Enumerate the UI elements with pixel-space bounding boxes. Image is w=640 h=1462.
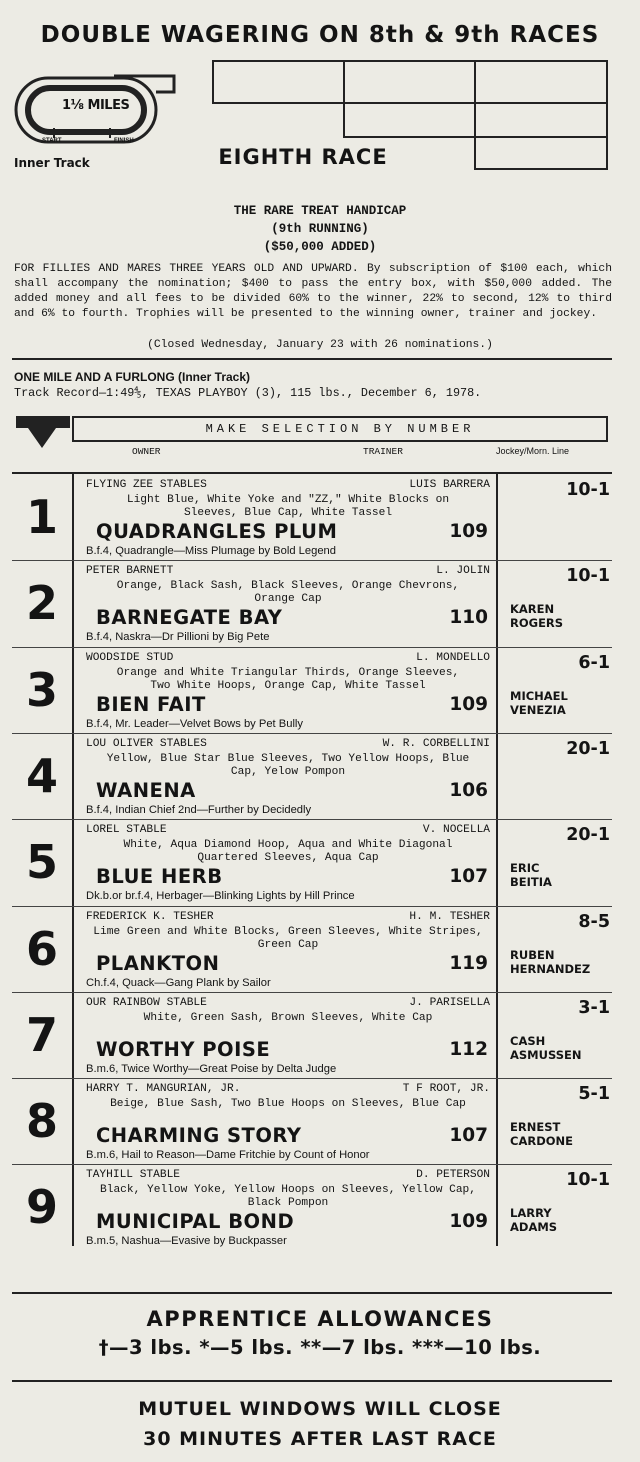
program-number: 7 (25, 1007, 58, 1062)
jockey-name: ADAMS (510, 1220, 558, 1235)
horse-weight: 109 (449, 521, 488, 542)
silks-line: Quartered Sleeves, Aqua Cap (197, 852, 379, 865)
owner-trainer-line (86, 479, 490, 491)
trainer-name: L. MONDELLO (416, 651, 490, 664)
jockey-name: LARRY (510, 1206, 552, 1221)
jockey-name: ROGERS (510, 616, 564, 631)
owner-name: WOODSIDE STUD (86, 651, 174, 664)
track-start-label: START (42, 138, 62, 144)
divider (12, 358, 612, 360)
divider (496, 733, 612, 734)
silks-line: Lime Green and White Blocks, Green Sleeves, White Stripes, (93, 925, 483, 938)
divider (12, 560, 72, 561)
owner-trainer-line (86, 997, 490, 1009)
jockey-name: ERNEST (510, 1120, 561, 1135)
pedigree: B.f.4, Quadrangle—Miss Plumage by Bold Legend (86, 545, 336, 557)
page-title: DOUBLE WAGERING ON 8th & 9th RACES (40, 22, 600, 48)
program-number: 3 (25, 662, 58, 717)
divider (72, 474, 74, 1246)
morning-line-odds: 8-5 (578, 911, 610, 932)
silks-line: Two White Hoops, Orange Cap, White Tassel (150, 679, 426, 692)
program-number: 4 (25, 748, 58, 803)
trainer-name: L. JOLIN (436, 565, 490, 578)
col-owner: OWNER (132, 446, 161, 457)
owner-name: FLYING ZEE STABLES (86, 479, 207, 491)
horse-weight: 107 (449, 1125, 488, 1147)
divider (12, 1164, 72, 1165)
divider (12, 819, 72, 820)
divider (12, 1078, 72, 1079)
morning-line-odds: 10-1 (566, 480, 610, 500)
morning-line-odds: 20-1 (566, 825, 610, 846)
horse-name: WANENA (96, 778, 196, 802)
track-distance: 1⅛ MILES (62, 98, 130, 113)
program-number: 6 (25, 921, 58, 976)
divider (496, 474, 498, 1246)
pedigree: B.m.5, Nashua—Evasive by Buckpasser (86, 1235, 287, 1248)
pedigree: B.f.4, Indian Chief 2nd—Further by Decidedly (86, 803, 312, 816)
divider (12, 472, 612, 474)
trainer-name: V. NOCELLA (422, 824, 490, 837)
owner-trainer-line (86, 652, 490, 664)
track-record: Track Record—1:49⅘, TEXAS PLAYBOY (3), 115 lbs., December 6, 1978. (14, 386, 482, 400)
horse-name: BARNEGATE BAY (96, 606, 283, 630)
divider (12, 647, 72, 648)
divider (72, 906, 496, 907)
jockey-name: RUBEN (510, 947, 555, 962)
horse-weight: 109 (449, 693, 488, 715)
track-oval-icon (14, 72, 179, 152)
horse-name: WORTHY POISE (96, 1037, 271, 1061)
silks-line: White, Aqua Diamond Hoop, Aqua and White Diagonal (123, 839, 453, 852)
owner-trainer-line (86, 1169, 490, 1181)
silks-line: Black Pompon (247, 1197, 329, 1210)
divider (72, 1164, 496, 1165)
horse-name: BIEN FAIT (96, 692, 206, 716)
trainer-name: D. PETERSON (416, 1169, 490, 1182)
divider (12, 906, 72, 907)
divider (496, 1078, 612, 1079)
stake-name: THE RARE TREAT HANDICAP (233, 204, 407, 218)
morning-line-odds: 10-1 (566, 1170, 610, 1191)
apprentice-title: APPRENTICE ALLOWANCES (146, 1307, 494, 1331)
owner-trainer-line (86, 824, 490, 836)
apprentice-allowances: †—3 lbs. *—5 lbs. **—7 lbs. ***—10 lbs. (98, 1336, 542, 1359)
divider (496, 647, 612, 648)
owner-name: TAYHILL STABLE (86, 1169, 180, 1182)
divider (72, 992, 496, 993)
owner-name: LOREL STABLE (86, 824, 167, 837)
jockey-name: ASMUSSEN (510, 1047, 582, 1062)
program-number: 9 (25, 1180, 58, 1235)
silks-line: Cap, Yelow Pompon (230, 765, 346, 778)
trainer-name: LUIS BARRERA (409, 479, 490, 491)
divider (72, 560, 496, 561)
owner-trainer-line (86, 1083, 490, 1095)
divider (496, 819, 612, 820)
jockey-name: CASH (510, 1033, 546, 1048)
owner-name: HARRY T. MANGURIAN, JR. (86, 1083, 241, 1096)
divider (72, 733, 496, 734)
jockey-name: HERNANDEZ (510, 961, 591, 976)
jockey-name: CARDONE (510, 1134, 573, 1149)
divider (12, 1292, 612, 1294)
horse-weight: 110 (449, 607, 488, 629)
jockey-name: VENEZIA (510, 702, 566, 717)
divider (72, 819, 496, 820)
divider (12, 992, 72, 993)
morning-line-odds: 3-1 (578, 997, 610, 1018)
owner-name: FREDERICK K. TESHER (86, 910, 214, 923)
owner-trainer-line (86, 565, 490, 577)
pedigree: Dk.b.or br.f.4, Herbager—Blinking Lights by Hill Prince (86, 890, 355, 903)
horse-weight: 109 (449, 1211, 488, 1233)
jockey-name: MICHAEL (510, 688, 568, 703)
owner-trainer-line (86, 738, 490, 750)
race-title: EIGHTH RACE (218, 145, 388, 169)
silks-line: Yellow, Blue Star Blue Sleeves, Two Yellow Hoops, Blue (106, 752, 470, 765)
col-trainer: TRAINER (363, 446, 403, 457)
divider (496, 992, 612, 993)
morning-line-odds: 5-1 (578, 1084, 610, 1105)
silks-line: Light Blue, White Yoke and "ZZ," White Blocks on (126, 494, 450, 506)
horse-weight: 107 (449, 866, 488, 888)
jockey-name: BEITIA (510, 875, 552, 890)
jockey-name: ERIC (510, 861, 540, 876)
horse-name: MUNICIPAL BOND (96, 1210, 295, 1234)
horse-weight: 119 (449, 952, 488, 974)
silks-line: White, Green Sash, Brown Sleeves, White Cap (143, 1011, 433, 1024)
silks-line: Orange and White Triangular Thirds, Orange Sleeves, (116, 666, 460, 679)
owner-name: LOU OLIVER STABLES (86, 737, 207, 750)
horse-name: QUADRANGLES PLUM (96, 520, 338, 543)
program-number: 1 (25, 490, 58, 544)
trainer-name: W. R. CORBELLINI (382, 737, 490, 750)
morning-line-odds: 20-1 (566, 738, 610, 759)
stake-running: (9th RUNNING) (271, 222, 369, 236)
horse-weight: 106 (449, 779, 488, 801)
divider (496, 1164, 612, 1165)
trainer-name: J. PARISELLA (409, 996, 490, 1009)
race-distance: ONE MILE AND A FURLONG (Inner Track) (14, 370, 251, 384)
inner-track-label: Inner Track (14, 156, 90, 170)
divider (72, 647, 496, 648)
silks-line: Green Cap (257, 938, 319, 951)
nominations-closed: (Closed Wednesday, January 23 with 26 nominations.) (147, 339, 493, 351)
divider (72, 1078, 496, 1079)
jockey-name: KAREN (510, 602, 555, 617)
owner-trainer-line (86, 911, 490, 923)
silks-line: Sleeves, Blue Cap, White Tassel (183, 507, 393, 519)
stake-conditions: FOR FILLIES AND MARES THREE YEARS OLD AND UPWARD. By subscription of $100 each, which shall accompany the nomination; $400 to pass the entry box, with $50,000 added. The added money and all fees to be divided 60% to the winner, 22% to second, 12% to third and 6% to fourth. Trophies will be presented to the winning owner, trainer and jockey. (14, 263, 612, 320)
trainer-name: H. M. TESHER (409, 910, 490, 923)
pedigree: Ch.f.4, Quack—Gang Plank by Sailor (86, 976, 271, 989)
program-number: 2 (25, 576, 58, 631)
divider (496, 560, 612, 561)
silks-line: Orange Cap (254, 593, 322, 606)
pedigree: B.m.6, Hail to Reason—Dame Fritchie by Count of Honor (86, 1149, 370, 1162)
horse-name: BLUE HERB (96, 865, 223, 889)
selection-bar: MAKE SELECTION BY NUMBER (72, 416, 608, 442)
silks-line: Orange, Black Sash, Black Sleeves, Orange Chevrons, (116, 580, 460, 593)
track-finish-label: FINISH (114, 138, 134, 144)
program-number: 8 (25, 1094, 58, 1149)
divider (12, 733, 72, 734)
horse-name: PLANKTON (96, 951, 220, 975)
mutuel-line-2: 30 MINUTES AFTER LAST RACE (143, 1428, 497, 1450)
silks-line: Black, Yellow Yoke, Yellow Hoops on Sleeves, Yellow Cap, (100, 1184, 476, 1197)
pedigree: B.f.4, Mr. Leader—Velvet Bows by Pet Bully (86, 717, 304, 730)
divider (496, 906, 612, 907)
pedigree: B.f.4, Naskra—Dr Pillioni by Big Pete (86, 631, 270, 644)
stake-added: ($50,000 ADDED) (263, 240, 377, 254)
pedigree: B.m.6, Twice Worthy—Great Poise by Delta Judge (86, 1062, 337, 1075)
divider (12, 1380, 612, 1382)
program-number: 5 (25, 835, 58, 890)
morning-line-odds: 6-1 (578, 652, 610, 673)
morning-line-odds: 10-1 (566, 566, 610, 587)
owner-name: PETER BARNETT (86, 565, 174, 578)
horse-weight: 112 (449, 1038, 488, 1060)
arrow-down-icon (12, 414, 74, 450)
trainer-name: T F ROOT, JR. (402, 1083, 490, 1096)
horse-name: CHARMING STORY (96, 1124, 302, 1148)
owner-name: OUR RAINBOW STABLE (86, 996, 207, 1009)
mutuel-line-1: MUTUEL WINDOWS WILL CLOSE (138, 1398, 502, 1420)
silks-line: Beige, Blue Sash, Two Blue Hoops on Sleeves, Blue Cap (110, 1098, 466, 1111)
col-jockey: Jockey/Morn. Line (496, 446, 570, 456)
